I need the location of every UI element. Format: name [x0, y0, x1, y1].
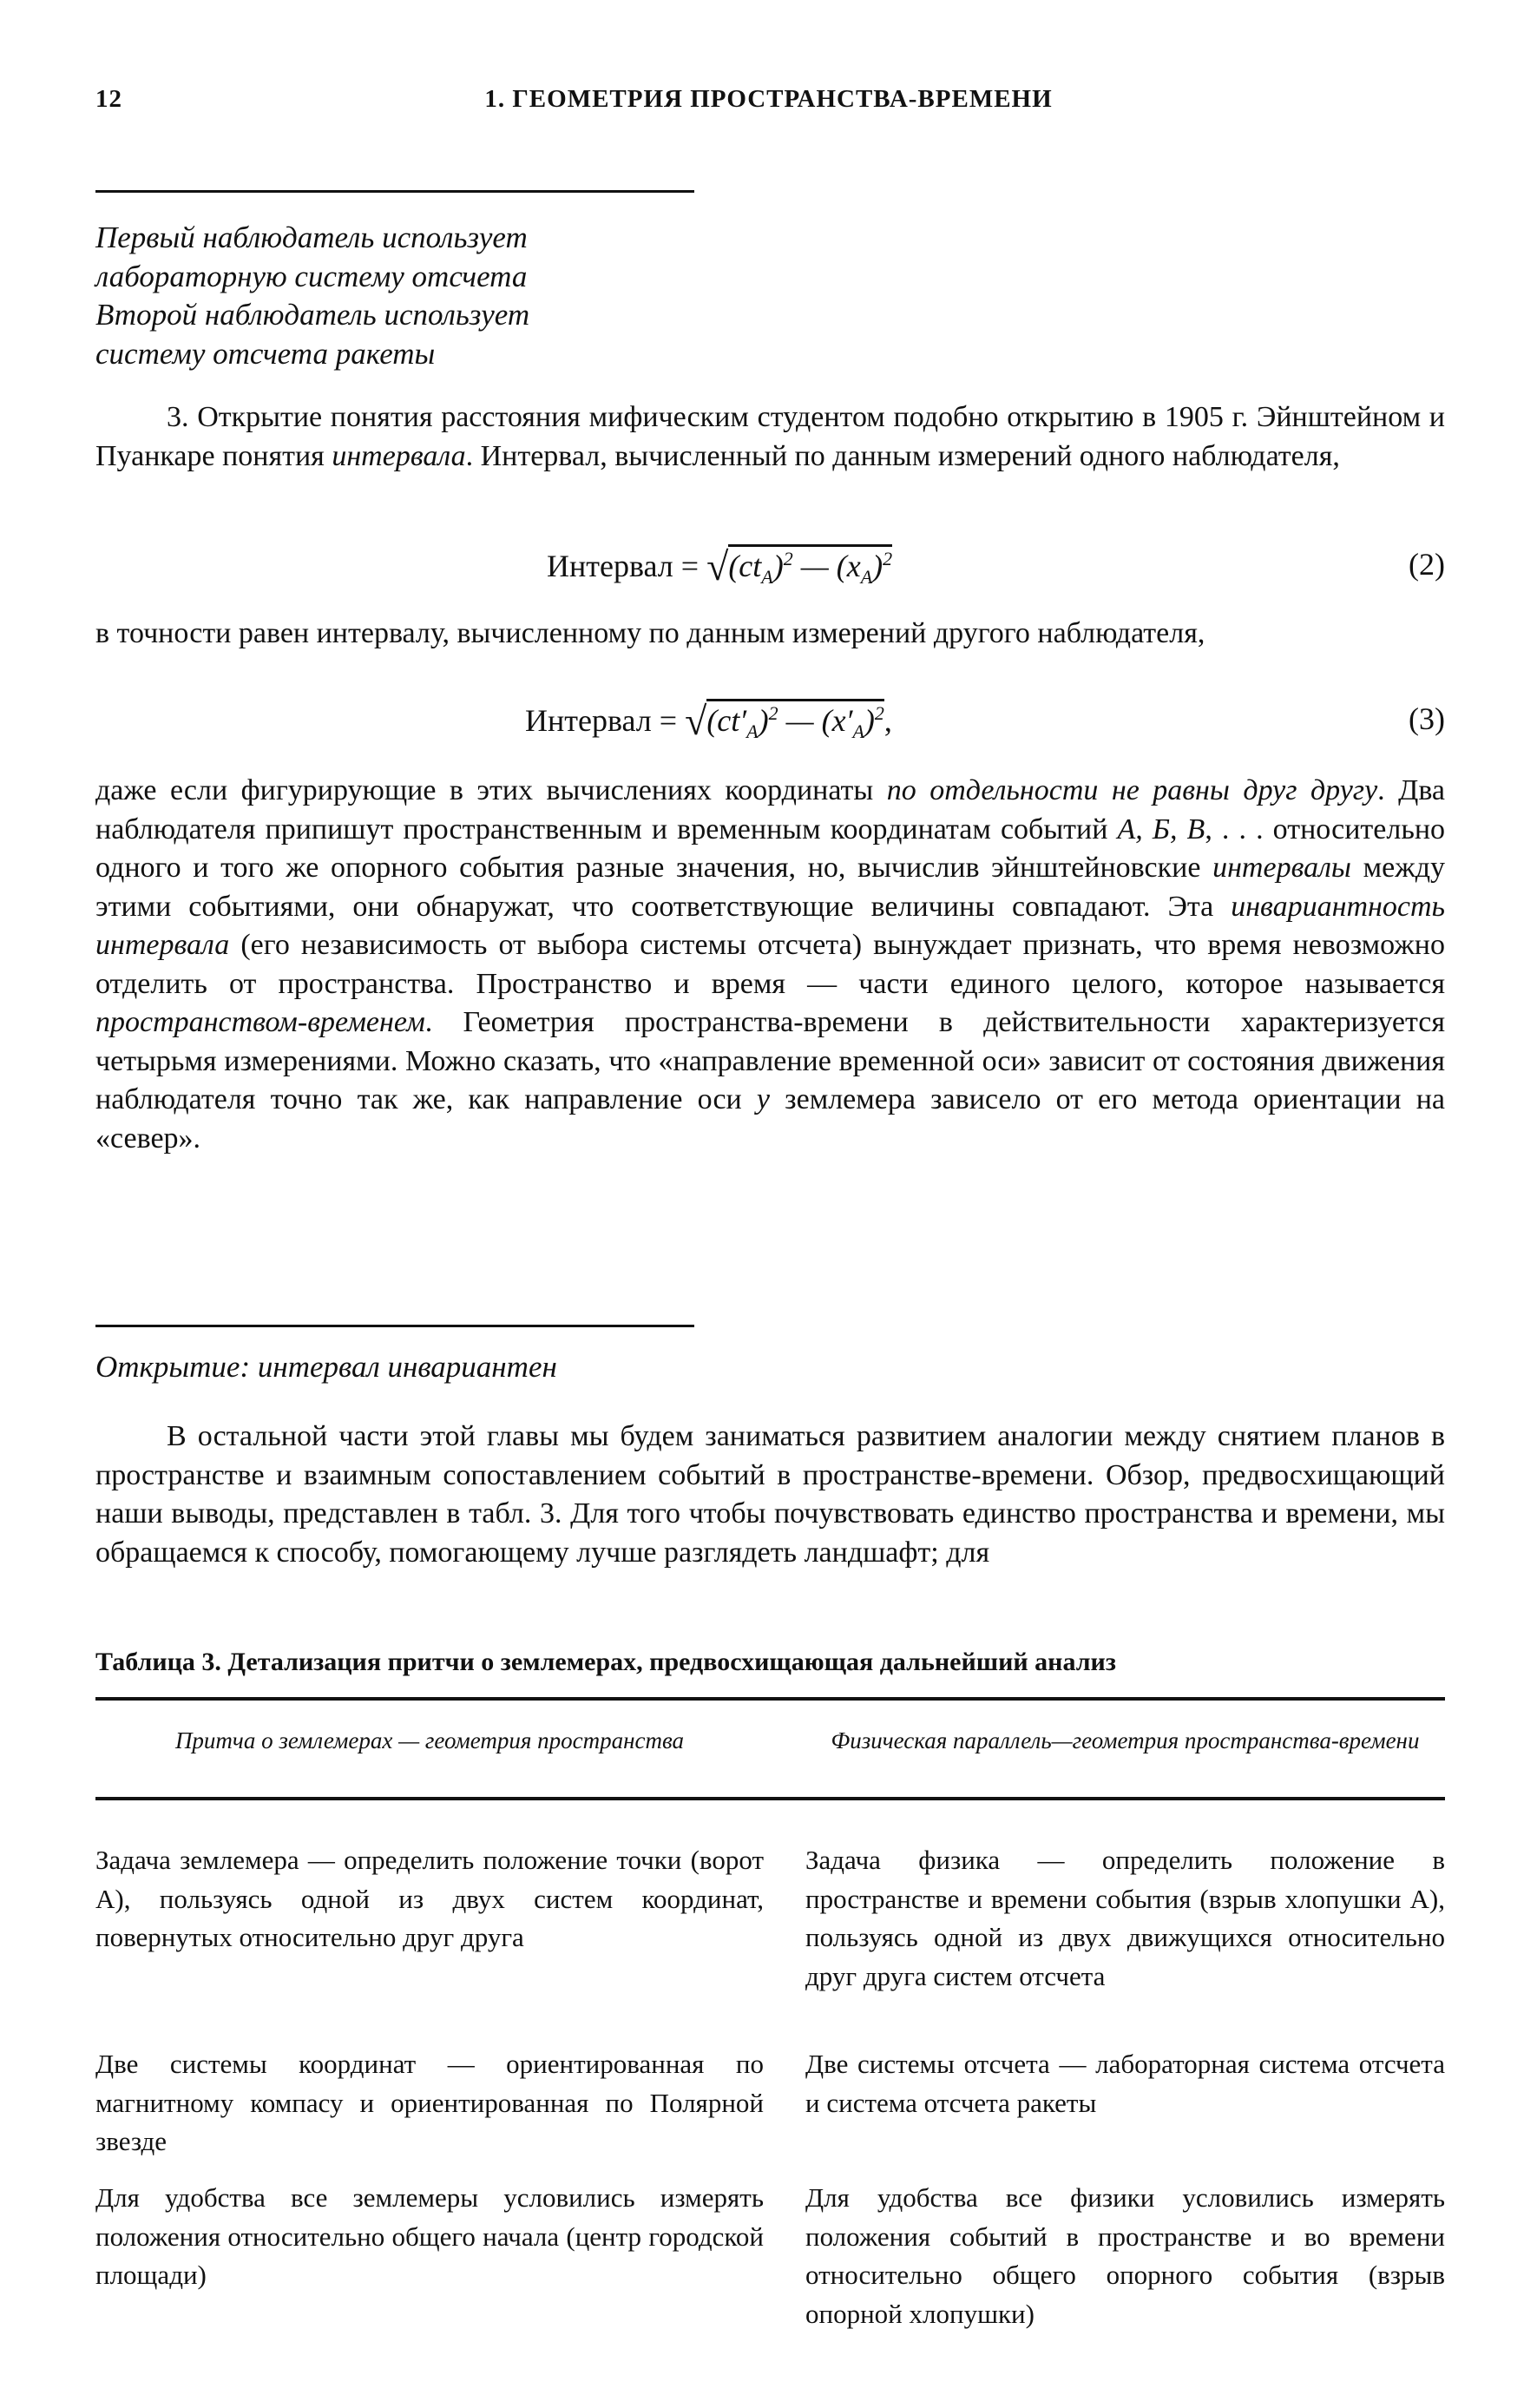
sqrt-icon: √ [706, 544, 729, 589]
paragraph-3 [95, 398, 1445, 476]
epigraph-line: систему отсчета ракеты [95, 336, 436, 371]
equation-number: (3) [1409, 701, 1445, 736]
table-cell: Для удобства все землемеры условились измерять положения относительно общего начала (центр городской площади) [95, 2182, 764, 2290]
paragraph-invariance: даже если фигурирующие в этих вычислениях координаты по отдельности не равны друг другу. Два наблюдателя припишут пространственным и временным координатам событий А, Б, В, . . . относительно одного и того же опорного события разные значения, но, вычислив эйнштейновские интервалы между этими событиями, они обнаружат, что соответствующие величины совпадают. Эта инвариантность интервала (его независимость от выбора системы отсчета) вынуждает признать, что время невозможно отделить от пространства. Пространство и время — части единого целого, которое называется пространством-временем. Геометрия пространства-времени в действительности характеризуется четырьмя измерениями. Можно сказать, что «направление временной оси» зависит от состояния движения наблюдателя точно так же, как направление оси y землемера зависело от его метода ориентации на «север». [95, 774, 1446, 1155]
table-top-rule [95, 1697, 1445, 1701]
table-header-left: Притча о землемерах — геометрия пространства [174, 1727, 685, 1753]
table-cell: Две системы координат — ориентированная по магнитному компасу и ориентированная по Полярной звезде [95, 2049, 764, 2156]
table-header-right: Физическая параллель—геометрия пространства-времени [831, 1727, 1420, 1753]
formula-2 [547, 540, 892, 597]
epigraph-line: лабораторную систему отсчета [95, 259, 528, 293]
epigraph [95, 219, 529, 373]
formula-3: Интервал = $√(ct'_A)^2$ — $(x'_A)^2$, [525, 699, 892, 743]
formula-lhs: Интервал = [547, 549, 700, 583]
paragraph-continuation: в точности равен интервалу, вычисленному по данным измерений другого наблюдателя, [95, 617, 1205, 649]
text-run: . Интервал, вычисленный по данным измерений одного наблюдателя, [465, 439, 1340, 472]
table-header-rule [95, 1797, 1445, 1800]
table-cell: Две системы отсчета — лабораторная система отсчета и система отсчета ракеты [805, 2049, 1445, 2118]
page-number: 12 [95, 85, 122, 113]
radicand: $(ct'_A)^2$ — $(x'_A)^2$ [706, 699, 884, 738]
table-cell: Задача физика — определить положение в пространстве и времени события (взрыв хлопушки А), пользуясь одной из двух движущихся относительно друг друга систем отсчета [805, 1845, 1445, 1991]
epigraph-line: Первый наблюдатель использует [95, 220, 528, 254]
radicand: $(ct_A)^2$ — $(x_A)^2$ [728, 544, 892, 583]
paragraph-overview: В остальной части этой главы мы будем заниматься развитием аналогии между снятием планов в пространстве и взаимным сопоставлением событий в пространстве-времени. Обзор, предвосхищающий наши выводы, представлен в табл. 3. Для того чтобы почувствовать единство пространства и времени, мы обращаемся к способу, помогающему лучше разглядеть ландшафт; для [95, 1420, 1445, 1569]
sqrt-icon: √ [685, 699, 707, 743]
table-cell: Для удобства все физики условились измерять положения событий в пространстве и во времени относительно общего опорного события (взрыв опорной хлопушки) [805, 2182, 1445, 2329]
divider [95, 1325, 694, 1327]
running-title: 1. ГЕОМЕТРИЯ ПРОСТРАНСТВА-ВРЕМЕНИ [484, 85, 1053, 113]
formula-lhs: Интервал = [525, 703, 678, 738]
subheading: Открытие: интервал инвариантен [95, 1350, 557, 1384]
text-run: 3. Открытие понятия расстояния мифическим студентом подобно открытию в 1905 г. Эйнштейном и Пуанкаре понятия [95, 401, 1445, 472]
table-caption: Таблица 3. Детализация притчи о землемерах, предвосхищающая дальнейший анализ [95, 1648, 1116, 1676]
divider [95, 190, 694, 193]
epigraph-line: Второй наблюдатель использует [95, 298, 530, 332]
emphasis: интервала [332, 439, 466, 472]
table-cell: Задача землемера — определить положение точки (ворот А), пользуясь одной из двух систем координат, повернутых относительно друг друга [95, 1845, 764, 1952]
equation-number: (2) [1409, 547, 1445, 582]
